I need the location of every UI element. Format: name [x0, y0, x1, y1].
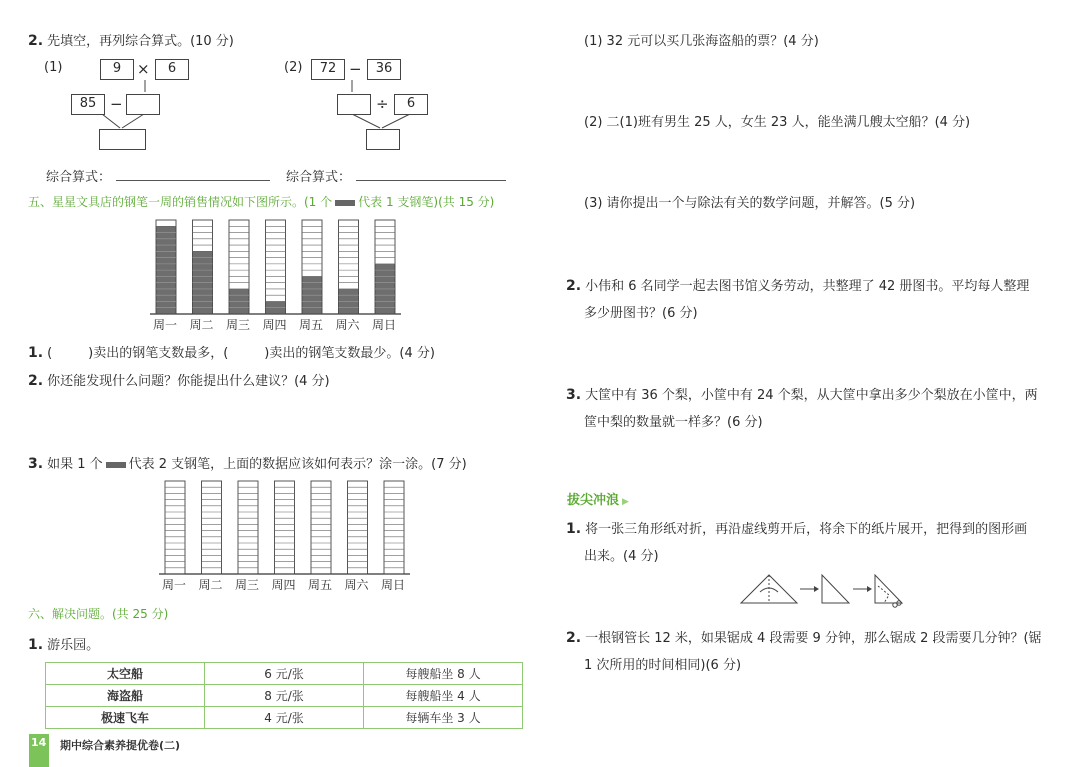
- r-q3-line2: 筐中梨的数量就一样多？(6 分): [584, 415, 763, 430]
- part1-box-a: 9: [100, 59, 134, 80]
- r-b1-number: 1.: [566, 521, 582, 537]
- s5q3-a: 如果 1 个: [47, 457, 103, 472]
- part2-box-c: 6: [394, 94, 428, 115]
- s6q1-number: 1.: [28, 637, 44, 653]
- table-cell: 海盗船: [46, 685, 205, 707]
- s5q3-b: 代表 2 支钢笔，上面的数据应该如何表示？涂一涂。(7 分): [128, 457, 467, 472]
- day-label: 周四: [271, 578, 296, 592]
- s5q2-number: 2.: [28, 373, 44, 389]
- s5q1-a: (: [47, 346, 53, 361]
- section5-title-a: 五、星星文具店的钢笔一周的销售情况如下图所示。(1 个: [28, 195, 333, 209]
- part1-box-c: 85: [71, 94, 105, 115]
- part2-box-b: 36: [367, 59, 401, 80]
- r-p2: (2) 二(1)班有男生 25 人，女生 23 人，能坐满几艘太空船？(4 分): [584, 115, 971, 130]
- r-p3: (3) 请你提出一个与除法有关的数学问题，并解答。(5 分): [584, 196, 916, 211]
- formula-label-1: 综合算式：: [46, 170, 112, 185]
- table-cell: 6 元/张: [205, 663, 364, 685]
- q2-text: 先填空，再列综合算式。(10 分): [47, 34, 234, 49]
- day-label: 周六: [344, 578, 369, 592]
- s5q1-c: )卖出的钢笔支数最少。(4 分): [264, 346, 435, 361]
- day-label: 周日: [372, 318, 397, 332]
- r-b2: [566, 625, 1042, 679]
- r-q3-number: 3.: [566, 387, 582, 403]
- s5q1-number: 1.: [28, 345, 44, 361]
- part2-op2: ÷: [376, 95, 389, 113]
- triangle-paper-icon: [741, 575, 797, 603]
- part1-op2: −: [110, 95, 123, 113]
- part2-label: (2): [284, 60, 303, 75]
- r-b2-number: 2.: [566, 630, 582, 646]
- r-b1-line1: 将一张三角形纸对折，再沿虚线剪开后，将余下的纸片展开，把得到的图形画: [585, 522, 1028, 537]
- table-cell: 每辆车坐 3 人: [364, 707, 523, 729]
- section6-title: 六、解决问题。(共 25 分): [28, 607, 169, 621]
- table-cell: 极速飞车: [46, 707, 205, 729]
- table-cell: 每艘船坐 8 人: [364, 663, 523, 685]
- part2-box-a: 72: [311, 59, 345, 80]
- s5q2-text: 你还能发现什么问题？你能提出什么建议？(4 分): [47, 374, 330, 389]
- r-q3-line1: 大筐中有 36 个梨，小筐中有 24 个梨，从大筐中拿出多少个梨放在小筐中，两: [585, 388, 1038, 403]
- table-cell: 8 元/张: [205, 685, 364, 707]
- day-label: 周日: [381, 578, 406, 592]
- day-label: 周二: [189, 318, 214, 332]
- footer-page-number: 14: [31, 736, 47, 749]
- triangle-arrow-icon: ▶: [622, 497, 629, 507]
- part1-op1: ×: [137, 60, 150, 78]
- r-p1: (1) 32 元可以买几张海盗船的票？(4 分): [584, 34, 819, 49]
- day-label: 周五: [299, 318, 324, 332]
- s5q1-b: )卖出的钢笔支数最多，(: [88, 346, 229, 361]
- table-cell: 4 元/张: [205, 707, 364, 729]
- r-q2-line2: 多少册图书？(6 分): [584, 306, 698, 321]
- day-label: 周四: [262, 318, 287, 332]
- day-label: 周六: [335, 318, 360, 332]
- day-label: 周三: [226, 318, 251, 332]
- table-cell: 每艘船坐 4 人: [364, 685, 523, 707]
- challenge-title-text: 拔尖冲浪: [567, 493, 620, 508]
- folded-triangle-icon: [822, 575, 849, 603]
- part2-op1: −: [349, 60, 362, 78]
- s6q1-text: 游乐园。: [47, 638, 100, 653]
- day-label: 周三: [235, 578, 260, 592]
- table-cell: 太空船: [46, 663, 205, 685]
- r-b2-line1: 一根钢管长 12 米，如果锯成 4 段需要 9 分钟，那么锯成 2 段需要几分钟？(锯: [585, 631, 1042, 646]
- day-label: 周五: [308, 578, 333, 592]
- r-q2-line1: 小伟和 6 名同学一起去图书馆义务劳动，共整理了 42 册图书。平均每人整理: [585, 279, 1030, 294]
- part1-box-b: 6: [155, 59, 189, 80]
- arrow-right-icon: [800, 586, 819, 592]
- part1-label: (1): [44, 60, 63, 75]
- footer-title: 期中综合素养提优卷(二): [60, 739, 181, 752]
- formula-label-2: 综合算式：: [286, 170, 352, 185]
- arrow-right-icon-2: [853, 586, 872, 592]
- section5-title-b: 代表 1 支钢笔)(共 15 分): [358, 195, 495, 209]
- r-q2-number: 2.: [566, 278, 582, 294]
- s5q3-number: 3.: [28, 456, 44, 472]
- day-label: 周一: [153, 318, 178, 332]
- q2-number: 2.: [28, 33, 44, 49]
- cut-triangle-icon: [875, 575, 902, 607]
- day-label: 周二: [198, 578, 223, 592]
- r-b2-line2: 1 次所用的时间相同)(6 分): [584, 658, 742, 673]
- r-b1-line2: 出来。(4 分): [584, 549, 659, 564]
- day-label: 周一: [162, 578, 187, 592]
